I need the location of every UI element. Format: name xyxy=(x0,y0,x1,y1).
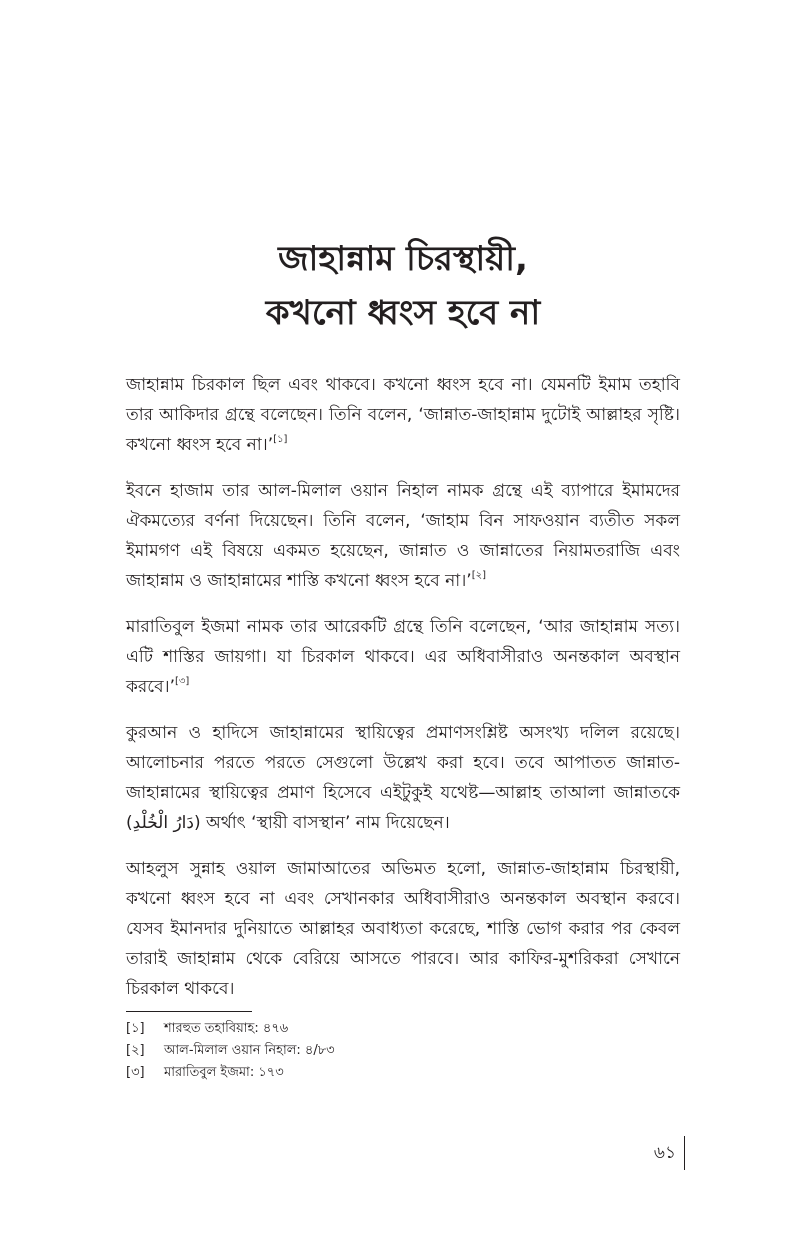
footnote-text: মারাতিবুল ইজমা: ১৭৩ xyxy=(164,1065,284,1080)
footnote-number: [১] xyxy=(126,1021,145,1036)
page-number-rule xyxy=(684,1136,685,1170)
chapter-title-line-2: কখনো ধ্বংস হবে না xyxy=(265,293,541,333)
chapter-title xyxy=(0,232,806,340)
page-number: ৬১ xyxy=(653,1143,676,1163)
footnote-number: [৩] xyxy=(126,1065,145,1080)
footnote-number: [২] xyxy=(126,1043,145,1058)
footnote-ref: [২] xyxy=(471,570,487,581)
paragraph-3 xyxy=(126,612,680,702)
footnote-divider xyxy=(126,1011,252,1012)
footnote-1 xyxy=(126,1018,335,1040)
paragraph-text: কুরআন ও হাদিসে জাহান্নামের স্থায়িত্বের প্রমাণসংশ্লিষ্ট অসংখ্য দলিল রয়েছে। আলোচনার পরতে পরতে সেগুলো উল্লেখ করা হবে। তবে আপাতত জান্নাত-জাহান্নামের স্থায়িত্বের প্রমাণ হিসেবে এইটুকুই যথেষ্ট—আল্লাহ তাআলা জান্নাতকে ( xyxy=(126,723,680,833)
paragraph-4 xyxy=(126,718,680,838)
body-text xyxy=(126,370,680,1020)
paragraph-text: ) অর্থাৎ ‘স্থায়ী বাসস্থান’ নাম দিয়েছেন। xyxy=(193,813,450,833)
paragraph-1 xyxy=(126,370,680,460)
footnote-2 xyxy=(126,1040,335,1062)
paragraph-text: মারাতিবুল ইজমা নামক তার আরেকটি গ্রন্থে তিনি বলেছেন, ‘আর জাহান্নাম সত্য। এটি শাস্তির জায়গা। যা চিরকাল থাকবে। এর অধিবাসীরাও অনন্তকাল অবস্থান করবে।’ xyxy=(126,617,680,697)
chapter-title-line-1: জাহান্নাম চিরস্থায়ী, xyxy=(278,239,528,279)
footnote-ref: [৩] xyxy=(175,676,190,687)
paragraph-text: ইবনে হাজাম তার আল-মিলাল ওয়ান নিহাল নামক গ্রন্থে এই ব্যাপারে ইমামদের ঐকমত্যের বর্ণনা দিয়েছেন। তিনি বলেন, ‘জাহাম বিন সাফওয়ান ব্যতীত সকল ইমামগণ এই বিষয়ে একমত হয়েছেন, জান্নাত ও জান্নাতের নিয়ামতরাজি এবং জাহান্নাম ও জাহান্নামের শাস্তি কখনো ধ্বংস হবে না।’ xyxy=(126,481,680,591)
paragraph-5 xyxy=(126,854,680,1004)
paragraph-text: আহলুস সুন্নাহ ওয়াল জামাআতের অভিমত হলো, জান্নাত-জাহান্নাম চিরস্থায়ী, কখনো ধ্বংস হবে না এবং সেখানকার অধিবাসীরাও অনন্তকাল অবস্থান করবে। যেসব ইমানদার দুনিয়াতে আল্লাহর অবাধ্যতা করেছে, শাস্তি ভোগ করার পর কেবল তারাই জাহান্নাম থেকে বেরিয়ে আসতে পারবে। আর কাফির-মুশরিকরা সেখানে চিরকাল থাকবে। xyxy=(126,859,680,999)
paragraph-2 xyxy=(126,476,680,596)
footnote-text: আল-মিলাল ওয়ান নিহাল: ৪/৮৩ xyxy=(164,1043,335,1058)
footnotes xyxy=(126,1018,335,1084)
footnote-ref: [১] xyxy=(273,434,288,445)
paragraph-text: জাহান্নাম চিরকাল ছিল এবং থাকবে। কখনো ধ্বংস হবে না। যেমনটি ইমাম তহাবি তার আকিদার গ্রন্থে বলেছেন। তিনি বলেন, ‘জান্নাত-জাহান্নাম দুটোই আল্লাহর সৃষ্টি। কখনো ধ্বংস হবে না।’ xyxy=(126,375,680,455)
arabic-phrase: دَارُ الْخُلْدِ xyxy=(132,813,194,833)
footnote-text: শারহুত তহাবিয়াহ: ৪৭৬ xyxy=(164,1021,289,1036)
footnote-3 xyxy=(126,1062,335,1084)
